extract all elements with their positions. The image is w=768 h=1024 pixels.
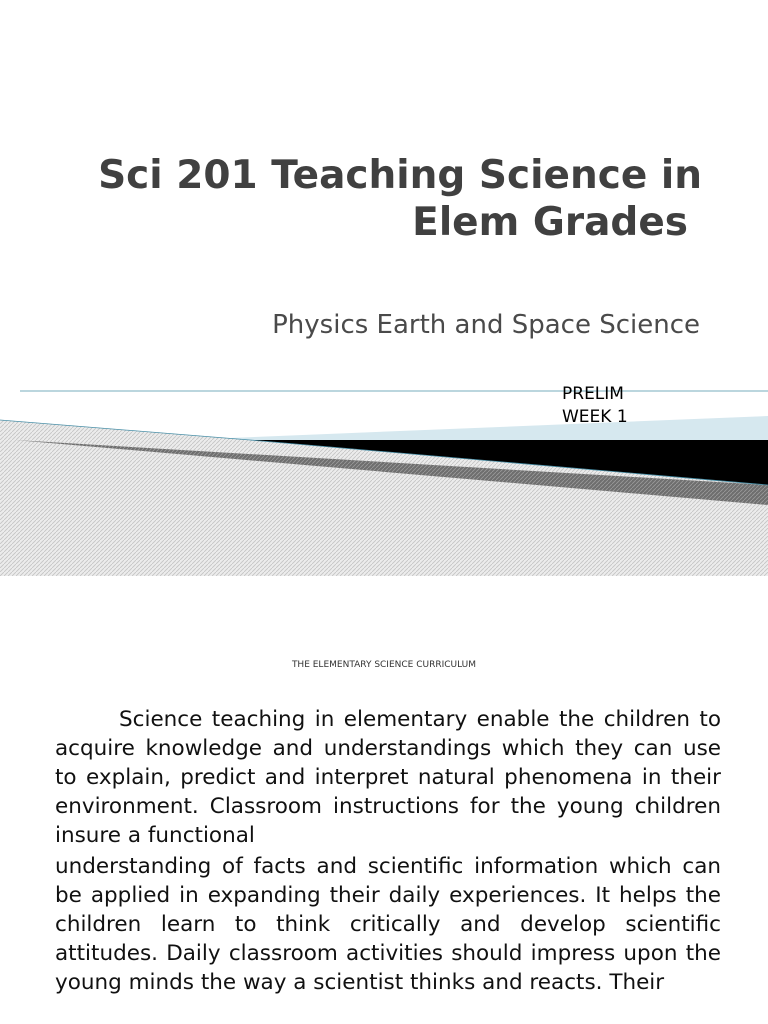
section-label: THE ELEMENTARY SCIENCE CURRICULUM <box>291 660 477 670</box>
slide-title-line1: Sci 201 Teaching Science in <box>98 153 702 198</box>
paragraph-2: understanding of facts and scientific information which can be applied in expanding their daily experiences. It helps the children learn to think critically and develop scientific attitudes. Daily classroom activities should impress upon the young minds the way a scientist thinks and reacts. Their <box>55 854 721 995</box>
body-text <box>55 705 721 997</box>
slide-title <box>40 152 702 246</box>
light-blue-band <box>180 416 768 440</box>
prelim-line2: WEEK 1 <box>562 407 628 427</box>
prelim-label <box>562 383 628 429</box>
slide-subtitle: Physics Earth and Space Science <box>272 310 700 340</box>
paragraph-1: Science teaching in elementary enable the children to acquire knowledge and understandings which they can use to explain, predict and interpret natural phenomena in their environment. Classroom instructions for the young children insure a functional <box>55 707 721 848</box>
prelim-line1: PRELIM <box>562 384 624 404</box>
decorative-bands <box>0 370 768 576</box>
slide-title-line2: Elem Grades <box>412 200 688 245</box>
